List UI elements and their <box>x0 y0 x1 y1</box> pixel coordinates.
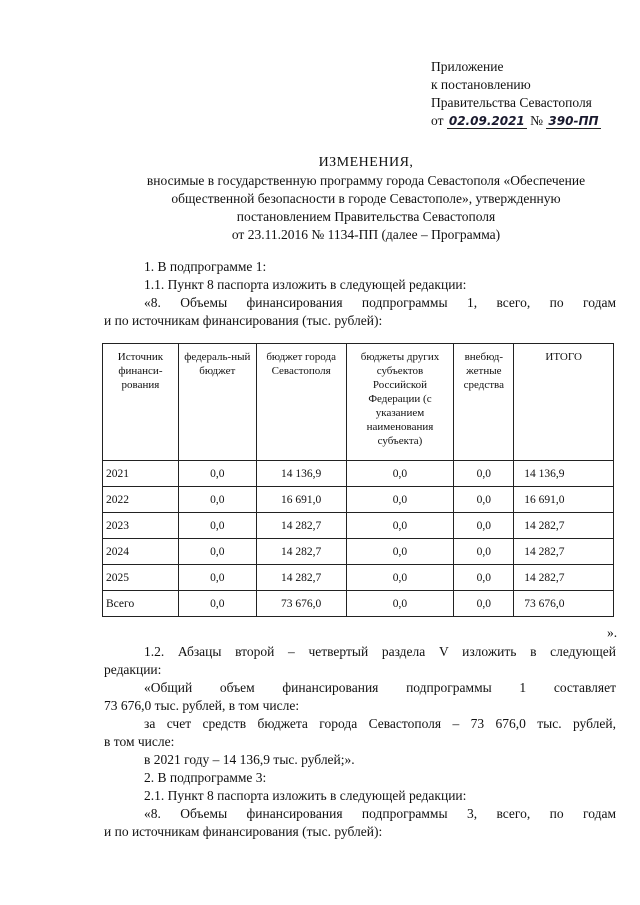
appendix-line-2: к постановлению <box>431 77 531 92</box>
paragraph-1-2 <box>104 643 616 679</box>
cell-total: 14 282,7 <box>514 565 614 591</box>
header-city-budget: бюджет города Севастополя <box>256 344 346 461</box>
paragraph-8-3 <box>104 805 616 841</box>
cell-federal: 0,0 <box>178 539 256 565</box>
table-row <box>103 461 614 487</box>
financing-table <box>102 343 614 617</box>
cell-federal: 0,0 <box>178 461 256 487</box>
cell-city: 14 282,7 <box>256 565 346 591</box>
cell-extra: 0,0 <box>454 487 514 513</box>
quote-2021: в 2021 году – 14 136,9 тыс. рублей;». <box>144 752 355 767</box>
table-row <box>103 513 614 539</box>
quote-total-line-1: «Общий объем финансирования подпрограммы 1 составляет <box>144 680 616 695</box>
cell-city: 14 136,9 <box>256 461 346 487</box>
cell-federal: 0,0 <box>178 565 256 591</box>
quote-total-line-2: 73 676,0 тыс. рублей, в том числе: <box>104 698 300 713</box>
document-heading: ИЗМЕНЕНИЯ, <box>318 155 414 170</box>
closing-quote: ». <box>607 625 618 640</box>
cell-city: 14 282,7 <box>256 513 346 539</box>
table-row <box>103 565 614 591</box>
handwritten-date: 02.09.2021 <box>448 114 525 128</box>
cell-extra: 0,0 <box>454 539 514 565</box>
title-line-1: вносимые в государственную программу города Севастополя «Обеспечение <box>146 173 586 188</box>
quote-city-line-2: в том числе: <box>104 734 175 749</box>
paragraph-1-1: 1.1. Пункт 8 паспорта изложить в следующей редакции: <box>144 277 467 292</box>
cell-year: Всего <box>103 591 179 617</box>
cell-year: 2023 <box>103 513 179 539</box>
title-line-3: постановлением Правительства Севастополя <box>236 209 496 224</box>
cell-extra: 0,0 <box>454 591 514 617</box>
number-label: № <box>530 113 544 128</box>
paragraph-8-3-line-2: и по источникам финансирования (тыс. рублей): <box>104 824 383 839</box>
title-line-4: от 23.11.2016 № 1134-ПП (далее – Программа) <box>231 227 501 242</box>
paragraph-8-3-line-1: «8. Объемы финансирования подпрограммы 3, всего, по годам <box>144 806 616 821</box>
cell-other: 0,0 <box>346 513 454 539</box>
header-total: ИТОГО <box>514 344 614 461</box>
cell-total: 14 282,7 <box>514 513 614 539</box>
appendix-line-1: Приложение <box>431 59 504 74</box>
paragraph-2-1: 2.1. Пункт 8 паспорта изложить в следующей редакции: <box>144 788 467 803</box>
cell-total: 14 282,7 <box>514 539 614 565</box>
table-row-total <box>103 591 614 617</box>
cell-city: 16 691,0 <box>256 487 346 513</box>
cell-extra: 0,0 <box>454 565 514 591</box>
header-source: Источник финанси-рования <box>103 344 179 461</box>
cell-city: 14 282,7 <box>256 539 346 565</box>
from-label: от <box>431 113 444 128</box>
cell-other: 0,0 <box>346 461 454 487</box>
quote-city-line-1: за счет средств бюджета города Севастополя – 73 676,0 тыс. рублей, <box>144 716 616 731</box>
paragraph-2: 2. В подпрограмме 3: <box>144 770 267 785</box>
header-other-subjects: бюджеты других субъектов Российской Федерации (с указанием наименования субъекта) <box>346 344 454 461</box>
cell-federal: 0,0 <box>178 591 256 617</box>
cell-city: 73 676,0 <box>256 591 346 617</box>
cell-total: 14 136,9 <box>514 461 614 487</box>
cell-federal: 0,0 <box>178 487 256 513</box>
appendix-line-3: Правительства Севастополя <box>431 95 592 110</box>
table-row <box>103 487 614 513</box>
quote-total-financing <box>104 679 616 715</box>
cell-other: 0,0 <box>346 565 454 591</box>
header-extrabudgetary: внебюд-жетные средства <box>454 344 514 461</box>
cell-year: 2024 <box>103 539 179 565</box>
cell-other: 0,0 <box>346 539 454 565</box>
paragraph-1: 1. В подпрограмме 1: <box>144 259 267 274</box>
cell-federal: 0,0 <box>178 513 256 539</box>
cell-total: 73 676,0 <box>514 591 614 617</box>
cell-year: 2022 <box>103 487 179 513</box>
paragraph-8-1-line-1: «8. Объемы финансирования подпрограммы 1, всего, по годам <box>144 295 616 310</box>
paragraph-1-2-line-1: 1.2. Абзацы второй – четвертый раздела V изложить в следующей <box>144 644 616 659</box>
cell-extra: 0,0 <box>454 461 514 487</box>
handwritten-number: 390-ПП <box>548 114 599 128</box>
cell-extra: 0,0 <box>454 513 514 539</box>
cell-total: 16 691,0 <box>514 487 614 513</box>
paragraph-8-1 <box>104 294 616 330</box>
cell-year: 2021 <box>103 461 179 487</box>
table-header-row <box>103 344 614 461</box>
cell-other: 0,0 <box>346 591 454 617</box>
paragraph-1-2-line-2: редакции: <box>104 662 162 677</box>
table-row <box>103 539 614 565</box>
appendix-block <box>431 58 601 130</box>
title-line-2: общественной безопасности в городе Севастополе», утвержденную <box>171 191 561 206</box>
appendix-date-line <box>431 112 601 130</box>
document-title-block <box>96 154 636 244</box>
paragraph-8-1-line-2: и по источникам финансирования (тыс. рублей): <box>104 313 383 328</box>
quote-city-budget <box>104 715 616 751</box>
cell-other: 0,0 <box>346 487 454 513</box>
header-federal: федераль-ный бюджет <box>178 344 256 461</box>
cell-year: 2025 <box>103 565 179 591</box>
